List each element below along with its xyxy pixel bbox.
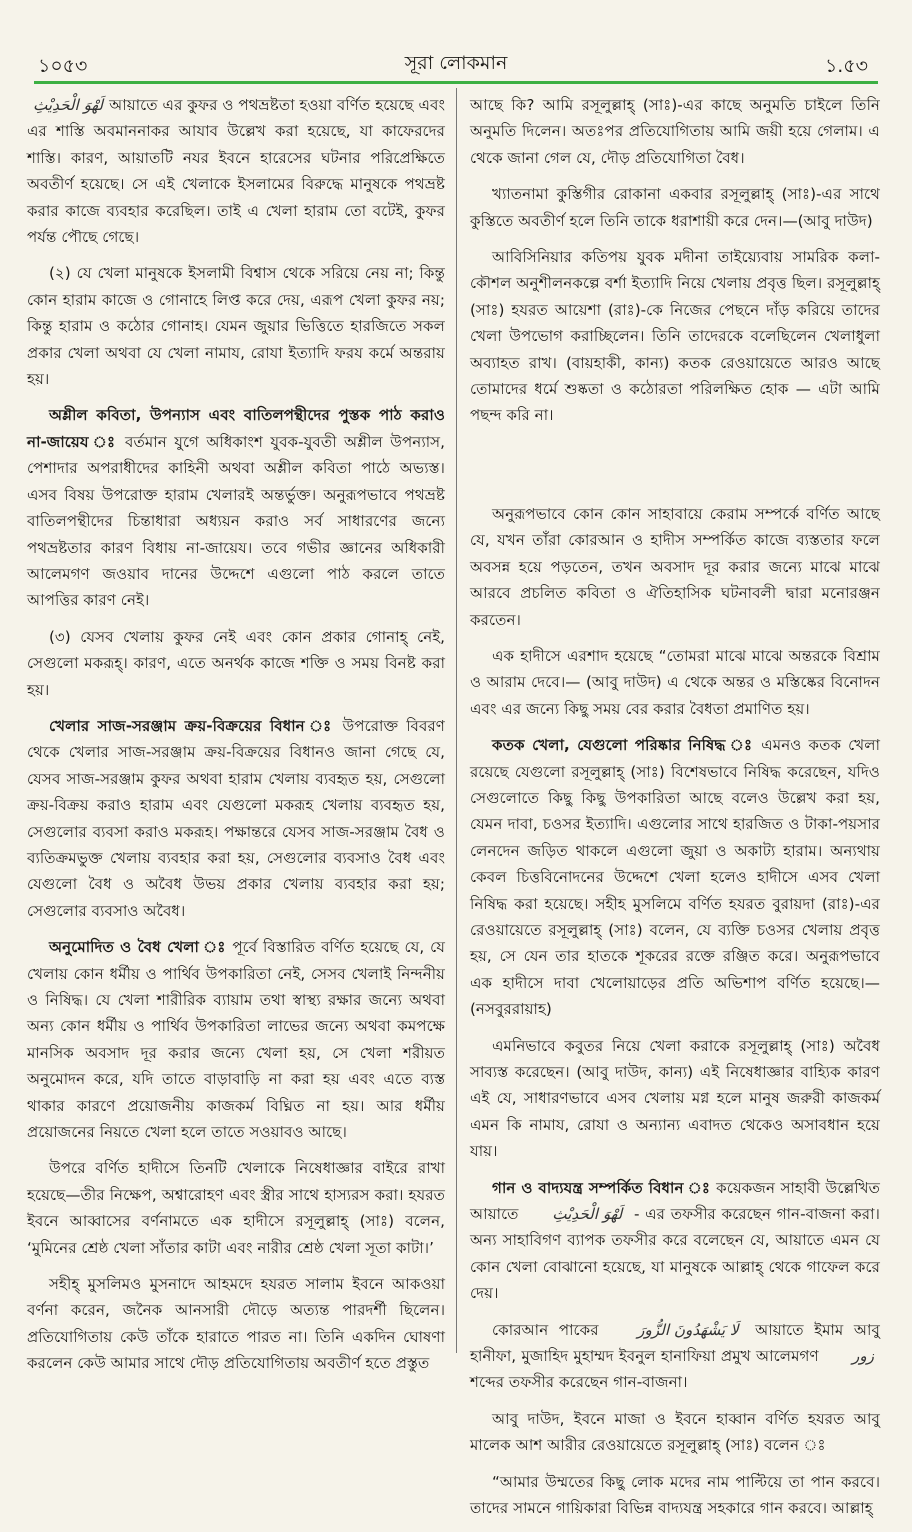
left-column (27, 92, 445, 1387)
paragraph-text: কয়েকজন সাহাবী উল্লেখিত আয়াতে (470, 1178, 880, 1224)
surah-title: সূরা লোকমান (404, 52, 508, 74)
page-number-right: ১.৫৩ (824, 55, 868, 77)
paragraph-text: আয়াতে ইমাম আবু হানীফা, মুজাহিদ মুহাম্মদ ইবনুল হানাফিয়া প্রমুখ আলেমগণ (470, 1320, 881, 1366)
paragraph (470, 1175, 880, 1307)
paragraph: (২) যে খেলা মানুষকে ইসলামী বিশ্বাস থেকে সরিয়ে নেয় না; কিন্তু কোন হারাম কাজে ও গোনাহে লিপ্ত করে দেয়, এরূপ খেলা কুফর নয়; কিন্তু হারাম ও কঠোর গোনাহ। যেমন জুয়ার ভিত্তিতে হারজিতে সকল প্রকার খেলা অথবা যে খেলা নামায, রোযা ইত্যাদি ফরয কর্মে অন্তরায় হয়। (27, 264, 445, 389)
paragraph: আছে কি? আমি রসূলুল্লাহ্ (সাঃ)-এর কাছে অনুমতি চাইলে তিনি অনুমতি দিলেন। অতঃপর প্রতিযোগিতায় আমি জয়ী হয়ে গেলাম। এ থেকে জানা গেল যে, দৌড় প্রতিযোগিতা বৈধ। (470, 96, 880, 167)
section-heading: অনুমোদিত ও বৈধ খেলা ঃ (49, 938, 227, 957)
arabic-phrase: لَهْوَ الْحَدِيْثِ (33, 96, 104, 114)
header-rule (34, 81, 878, 84)
paragraph: উপরে বর্ণিত হাদীসে তিনটি খেলাকে নিষেধাজ্ঞার বাইরে রাখা হয়েছে—তীর নিক্ষেপ, অশ্বারোহণ এবং স্ত্রীর সাথে হাস্যরস করা। হযরত ইবনে আব্বাসের বর্ণনামতে এক হাদীসে রসূলুল্লাহ্ (সাঃ) বলেন, ‘মুমিনের শ্রেষ্ঠ খেলা সাঁতার কাটা এবং নারীর শ্রেষ্ঠ খেলা সূতা কাটা।’ (27, 1159, 445, 1257)
right-column (470, 92, 880, 1532)
paragraph (470, 1317, 880, 1396)
paragraph-text: - এর তফসীর করেছেন গান-বাজনা করা। অন্য সাহাবিগণ ব্যাপক তফসীর করে বলেছেন যে, আয়াতে এমন যে কোন খেলা বোঝানো হয়েছে, যা মানুষকে আল্লাহ্ থেকে গাফেল করে দেয়। (470, 1205, 880, 1303)
paragraph-text: এমনও কতক খেলা রয়েছে যেগুলো রসূলুল্লাহ্ (সাঃ) বিশেষভাবে নিষিদ্ধ করেছেন, যদিও সেগুলোতে কিছু কিছু উপকারিতা আছে বলেও উল্লেখ করা হয়, যেমন দাবা, চওসর ইত্যাদি। এগুলোর সাথে হারজিত ও টাকা-পয়সার লেনদেন জড়িত থাকলে এগুলো জুয়া ও অকাট্য হারাম। অন্যথায় কেবল চিত্তবিনোদনের উদ্দেশে খেলা হলেও হাদীসে এসব খেলা নিষিদ্ধ করা হয়েছে। সহীহ মুসলিমে বর্ণিত হযরত বুরায়দা (রাঃ)-এর রেওয়ায়েতে রসূলুল্লাহ্ (সাঃ) বলেন, যে ব্যক্তি চওসর খেলায় প্রবৃত্ত হয়, সে যেন তার হাতকে শূকরের রক্তে রঞ্জিত করে। অনুরূপভাবে এক হাদীসে দাবা খেলোয়াড়ের প্রতি অভিশাপ বর্ণিত হয়েছে।— (নসবুররায়াহ) (470, 736, 880, 1019)
paragraph: এমনিভাবে কবুতর নিয়ে খেলা করাকে রসূলুল্লাহ্ (সাঃ) অবৈধ সাব্যস্ত করেছেন। (আবু দাউদ, কান্য) এই নিষেধাজ্ঞার বাহ্যিক কারণ এই যে, সাধারণভাবে এসব খেলায় মগ্ন হলে মানুষ জরুরী কাজকর্ম এমন কি নামায, রোযা ও অন্যান্য এবাদত থেকেও অসাবধান হয়ে যায়। (470, 1036, 880, 1161)
column-divider (456, 88, 457, 1353)
section-heading: কতক খেলা, যেগুলো পরিষ্কার নিষিদ্ধ ঃ (492, 736, 755, 755)
paragraph (27, 92, 445, 250)
paragraph: “আমার উম্মতের কিছু লোক মদের নাম পাল্টিয়ে তা পান করবে। তাদের সামনে গায়িকারা বিভিন্ন বাদ্যযন্ত্র সহকারে গান করবে। আল্লাহ্ (470, 1472, 880, 1518)
paragraph: (৩) যেসব খেলায় কুফর নেই এবং কোন প্রকার গোনাহ্ নেই, সেগুলো মকরূহ্। কারণ, এতে অনর্থক কাজে শক্তি ও সময় বিনষ্ট করা হয়। (27, 627, 445, 699)
paragraph: অনুরূপভাবে কোন কোন সাহাবায়ে কেরাম সম্পর্কে বর্ণিত আছে যে, যখন তাঁরা কোরআন ও হাদীস সম্পর্কিত কাজে ব্যস্ততার ফলে অবসন্ন হয়ে পড়তেন, তখন অবসাদ দূর করার জন্যে মাঝে মাঝে আরবে প্রচলিত কবিতা ও ঐতিহাসিক ঘটনাবলী দ্বারা মনোরঞ্জন করতেন। (470, 504, 880, 629)
paragraph-text: বর্তমান যুগে অধিকাংশ যুবক-যুবতী অশ্লীল উপন্যাস, পেশাদার অপরাধীদের কাহিনী অথবা অশ্লীল কবিতা পাঠে অভ্যস্ত। এসব বিষয় উপরোক্ত হারাম খেলারই অন্তর্ভুক্ত। অনুরূপভাবে পথভ্রষ্ট বাতিলপন্থীদের চিন্তাধারা অধ্যয়ন করাও সর্ব সাধারণের জন্যে পথভ্রষ্টতার কারণ বিধায় না-জায়েয। তবে গভীর জ্ঞানের অধিকারী আলেমগণ জওয়াব দানের উদ্দেশে এগুলো পাঠ করলে তাতে আপত্তির কারণ নেই। (27, 432, 445, 610)
paragraph (27, 713, 445, 924)
paragraph: এক হাদীসে এরশাদ হয়েছে “তোমরা মাঝে মাঝে অন্তরকে বিশ্রাম ও আরাম দেবে।— (আবু দাউদ) এ থেকে অন্তর ও মস্তিষ্কের বিনোদন এবং এর জন্যে কিছু সময় বের করার বৈধতা প্রমাণিত হয়। (470, 646, 880, 718)
page-header (0, 0, 912, 86)
paragraph (27, 402, 445, 613)
section-heading: গান ও বাদ্যযন্ত্র সম্পর্কিত বিধান ঃ (492, 1178, 711, 1197)
arabic-word: زور (851, 1347, 874, 1366)
paragraph-text: আয়াতে এর কুফর ও পথভ্রষ্টতা হওয়া বর্ণিত হয়েছে এবং এর শাস্তি অবমাননাকর আযাব উল্লেখ করা হয়েছে, যা কাফেরদের শাস্তি। কারণ, আয়াতটি নযর ইবনে হারেসের ঘটনার পরিপ্রেক্ষিতে অবতীর্ণ হয়েছে। সে এই খেলাকে ইসলামের বিরুদ্ধে মানুষকে পথভ্রষ্ট করার কাজে ব্যবহার করেছিল। তাই এ খেলা হারাম তো বটেই, কুফর পর্যন্ত পৌছে গেছে। (27, 96, 445, 247)
section-heading: খেলার সাজ-সরঞ্জাম ক্রয়-বিক্রয়ের বিধান ঃ (49, 716, 335, 735)
page-number-left: ১০৫৩ (38, 55, 88, 77)
spacer (470, 439, 880, 501)
paragraph-text: কোরআন পাকের (492, 1320, 610, 1339)
arabic-phrase: لَا يَشْهَدُونَ الزُّورَ (637, 1320, 739, 1339)
section-heading: অশ্লীল কবিতা, উপন্যাস এবং বাতিলপন্থীদের পুস্তক পাঠ করাও না-জায়েয ঃ (27, 406, 445, 451)
paragraph-text: পূর্বে বিস্তারিত বর্ণিত হয়েছে যে, যে খেলায় কোন ধর্মীয় ও পার্থিব উপকারিতা নেই, সেসব খেলাই নিন্দনীয় ও নিষিদ্ধ। যে খেলা শারীরিক ব্যায়াম তথা স্বাস্থ্য রক্ষার জন্যে অথবা অন্য কোন ধর্মীয় ও পার্থিব উপকারিতা লাভের জন্যে অথবা কমপক্ষে মানসিক অবসাদ দূর করার জন্যে খেলা হয়, সে খেলা শরীয়ত অনুমোদন করে, যদি তাতে বাড়াবাড়ি না করা হয় এবং এতে ব্যস্ত থাকার কারণে প্রয়োজনীয় কাজকর্ম বিঘ্নিত না হয়। আর ধর্মীয় প্রয়োজনের নিয়তে খেলা হলে তাতে সওয়াবও আছে। (27, 938, 445, 1142)
paragraph (27, 934, 445, 1145)
paragraph: আবু দাউদ, ইবনে মাজা ও ইবনে হাব্বান বর্ণিত হযরত আবু মালেক আশ আরীর রেওয়ায়েতে রসূলুল্লাহ্ (সাঃ) বলেন ঃ (470, 1409, 880, 1455)
paragraph: খ্যাতনামা কুস্তিগীর রোকানা একবার রসূলুল্লাহ্ (সাঃ)-এর সাথে কুস্তিতে অবতীর্ণ হলে তিনি তাকে ধরাশায়ী করে দেন।—(আবু দাউদ) (470, 185, 880, 230)
paragraph-text: উপরোক্ত বিবরণ থেকে খেলার সাজ-সরঞ্জাম ক্রয়-বিক্রয়ের বিধানও জানা গেছে যে, যেসব সাজ-সরঞ্জাম কুফর অথবা হারাম খেলায় ব্যবহৃত হয়, সেগুলো ক্রয়-বিক্রয় করাও হারাম এবং যেগুলো মকরূহ খেলায় ব্যবহৃত হয়, সেগুলোর ব্যবসা করাও মকরূহ। পক্ষান্তরে যেসব সাজ-সরঞ্জাম বৈধ ও ব্যতিক্রমভুক্ত খেলায় ব্যবহার করা হয়, সেগুলোর ব্যবসাও বৈধ এবং যেগুলো বৈধ ও অবৈধ উভয় প্রকার খেলায় ব্যবহার করা হয়; সেগুলোর ব্যবসাও অবৈধ। (27, 716, 445, 920)
paragraph (470, 732, 880, 1022)
paragraph-text: শব্দের তফসীর করেছেন গান-বাজনা। (470, 1373, 688, 1392)
arabic-phrase: لَهْوَ الْحَدِيْثِ (552, 1205, 623, 1224)
paragraph: সহীহ্ মুসলিমও মুসনাদে আহমদে হযরত সালাম ইবনে আকওয়া বর্ণনা করেন, জনৈক আনসারী দৌড়ে অত্যন্ত পারদর্শী ছিলেন। প্রতিযোগিতায় কেউ তাঁকে হারাতে পারত না। তিনি একদিন ঘোষণা করলেন কেউ আমার সাথে দৌড় প্রতিযোগিতায় অবতীর্ণ হতে প্রস্তুত (27, 1275, 445, 1373)
paragraph: আবিসিনিয়ার কতিপয় যুবক মদীনা তাইয়্যেবায় সামরিক কলা-কৌশল অনুশীলনকল্পে বর্শা ইত্যাদি নিয়ে খেলায় প্রবৃত্ত ছিল। রসূলুল্লাহ্ (সাঃ) হযরত আয়েশা (রাঃ)-কে নিজের পেছনে দাঁড় করিয়ে তাদের খেলা উপভোগ করাচ্ছিলেন। তিনি তাদেরকে বলেছিলেন খেলাধুলা অব্যাহত রাখ। (বায়হাকী, কান্য) কতক রেওয়ায়েতে আরও আছে তোমাদের ধর্মে শুষ্কতা ও কঠোরতা পরিলক্ষিত হোক — এটা আমি পছন্দ করি না। (470, 248, 880, 425)
